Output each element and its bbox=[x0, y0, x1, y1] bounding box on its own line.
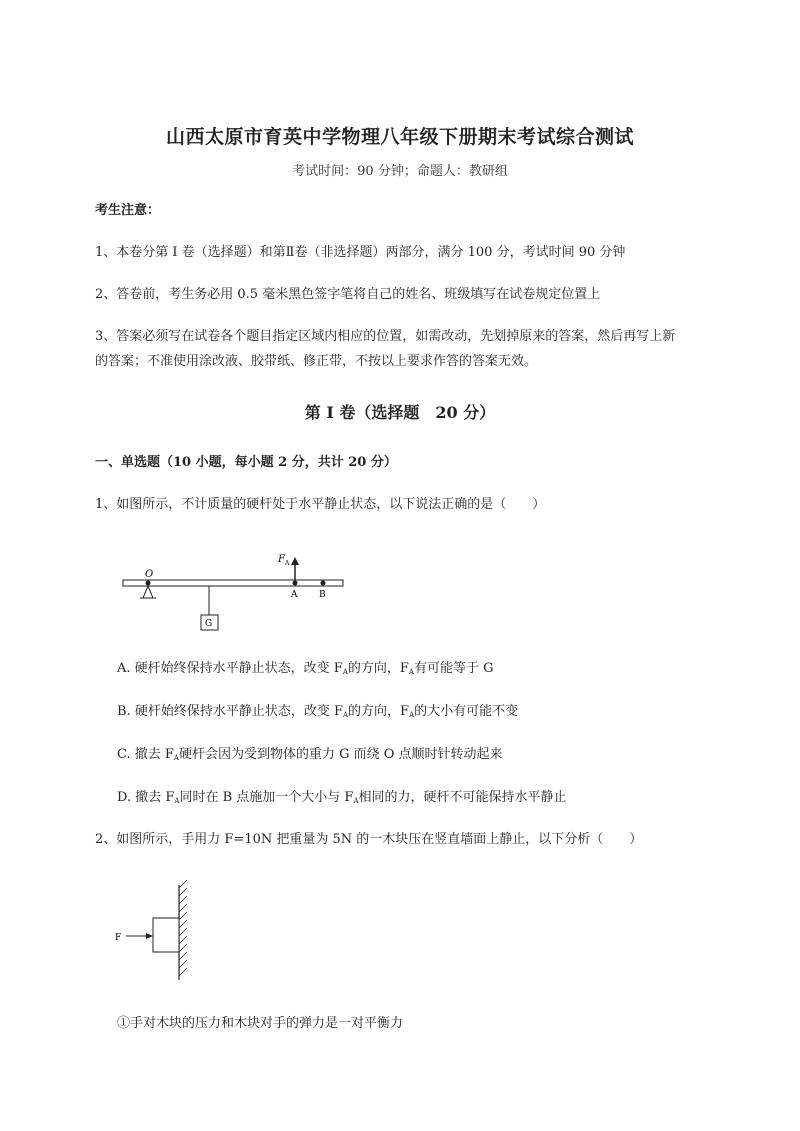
notice-item-3-cont: 的答案；不准使用涂改液、胶带纸、修正带，不按以上要求作答的答案无效。 bbox=[95, 354, 538, 369]
pivot-support bbox=[143, 586, 153, 598]
label-f-sub: A bbox=[285, 560, 290, 567]
subscript: A bbox=[342, 668, 348, 676]
label-g: G bbox=[205, 619, 213, 629]
option-d[interactable]: D. 撤去 $F_A$同时在 B 点施加一个大小与 $F_A$相同的力，硬杆不可能保持水平静止 bbox=[117, 790, 567, 805]
wall-hatching bbox=[179, 880, 187, 976]
question-1-stem: 1、如图所示，不计质量的硬杆处于水平静止状态，以下说法正确的是（ ） bbox=[95, 497, 546, 512]
label-f: F bbox=[115, 933, 122, 943]
wood-block bbox=[153, 918, 179, 952]
notice-item-1: 1、本卷分第 I 卷（选择题）和第Ⅱ卷（非选择题）两部分，满分 100 分，考试时间 90 分钟 bbox=[95, 245, 626, 260]
notice-item-3: 3、答案必须写在试卷各个题目指定区域内相应的位置，如需改动，先划掉原来的答案，然后再写上新 bbox=[95, 329, 676, 344]
wall-figure bbox=[110, 880, 200, 985]
label-b: B bbox=[319, 590, 326, 600]
subscript: A bbox=[409, 711, 415, 719]
point-a bbox=[293, 581, 298, 586]
page-title: 山西太原市育英中学物理八年级下册期末考试综合测试 bbox=[165, 126, 634, 148]
lever-rod bbox=[123, 580, 343, 586]
notice-item-2: 2、答卷前，考生务必用 0.5 毫米黑色签字笔将自己的姓名、班级填写在试卷规定位置上 bbox=[95, 287, 601, 302]
subscript: A bbox=[353, 797, 359, 805]
label-f: F bbox=[278, 554, 285, 565]
notice-heading: 考生注意： bbox=[95, 203, 161, 218]
lever-figure bbox=[115, 545, 355, 635]
section-title: 第 I 卷（选择题 20 分） bbox=[304, 403, 496, 422]
subscript: A bbox=[408, 668, 414, 676]
part-heading: 一、单选题（10 小题，每小题 2 分，共计 20 分） bbox=[95, 455, 397, 470]
option-c[interactable]: C. 撤去 $F_A$硬杆会因为受到物体的重力 G 而绕 O 点顺时针转动起来 bbox=[117, 747, 503, 762]
subscript: A bbox=[342, 711, 349, 719]
question-2-stem: 2、如图所示，手用力 F=10N 把重量为 5N 的一木块压在竖直墙面上静止，以下分析（ ） bbox=[95, 832, 643, 847]
subscript: A bbox=[174, 797, 180, 805]
option-a[interactable]: A. 硬杆始终保持水平静止状态，改变 $F_A$的方向，$F_A$有可能等于 G bbox=[117, 661, 494, 676]
exam-info: 考试时间：90 分钟；命题人：教研组 bbox=[292, 164, 508, 179]
label-a: A bbox=[291, 590, 298, 600]
subscript: A bbox=[173, 754, 179, 762]
statement-1: ①手对木块的压力和木块对手的弹力是一对平衡力 bbox=[117, 1016, 404, 1031]
point-b bbox=[321, 581, 326, 586]
option-b[interactable]: B. 硬杆始终保持水平静止状态，改变 $F_A$的方向，$F_A$的大小有可能不变 bbox=[117, 704, 519, 719]
label-o: O bbox=[145, 569, 154, 580]
